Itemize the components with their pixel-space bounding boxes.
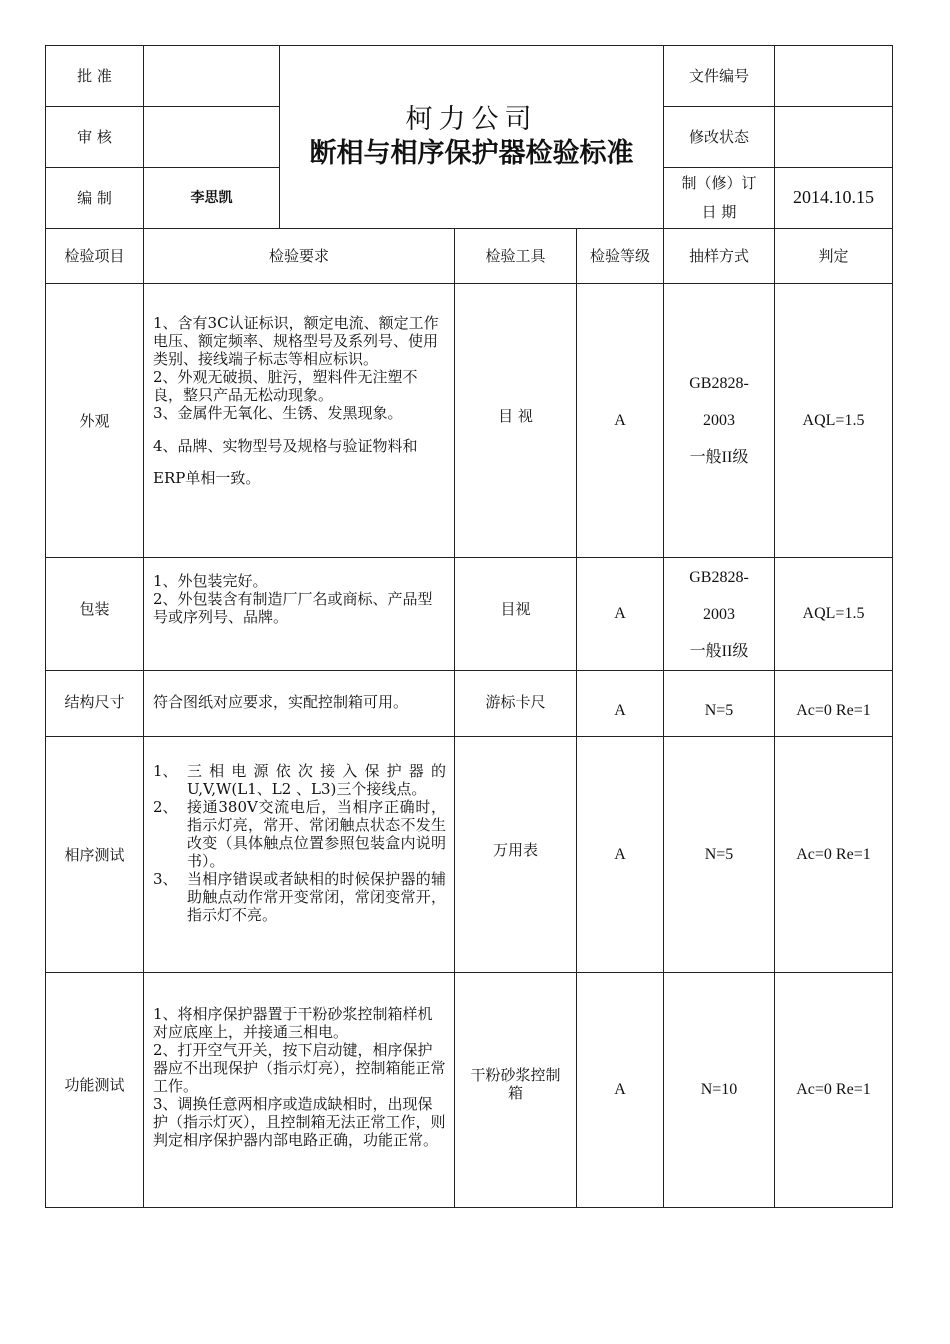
requirement-line: 1、将相序保护器置于干粉砂浆控制箱样机对应底座上，并接通三相电。 <box>153 1005 433 1041</box>
company-name: 柯力公司 <box>405 103 538 135</box>
date-label-line2: 日 期 <box>701 203 737 221</box>
doc-no-value <box>775 46 893 107</box>
title-block <box>280 46 664 229</box>
row-sampling: N=5 <box>664 671 775 737</box>
inspection-table <box>45 228 893 1208</box>
date-value: 2014.10.15 <box>775 168 893 229</box>
approve-label: 批 准 <box>46 46 144 107</box>
requirement-line <box>153 798 446 870</box>
date-label-line1: 制（修）订 <box>681 174 757 192</box>
requirement-line: 2、外观无破损、脏污，塑料件无注塑不良，整只产品无松动现象。 <box>153 367 418 404</box>
requirement-number: 2、 <box>153 797 178 816</box>
row-item: 结构尺寸 <box>46 671 144 737</box>
row-level: A <box>577 973 664 1208</box>
compiler-name: 李思凯 <box>144 168 280 229</box>
date-label <box>664 168 775 229</box>
col-header-judgement: 判定 <box>775 229 893 284</box>
requirement-line: 1、含有3C认证标识，额定电流、额定工作电压、额定频率、规格型号及系列号、使用类别、接线端子标志等相应标识。 <box>153 313 439 368</box>
doc-no-label: 文件编号 <box>664 46 775 107</box>
requirement-text: 三相电源依次接入保护器的U,V,W(L1、L2 、L3)三个接线点。 <box>187 761 446 798</box>
sampling-line: 2003 <box>703 412 735 429</box>
requirement-line: 4、品牌、实物型号及规格与验证物料和ERP单相一致。 <box>153 436 418 487</box>
requirement-line: 1、外包装完好。 <box>153 572 268 590</box>
sampling-line: 2003 <box>703 605 735 623</box>
requirement-text: 当相序错误或者缺相的时候保护器的辅助触点动作常开变常闭，常闭变常开，指示灯不亮。 <box>187 869 446 924</box>
table-row <box>46 973 893 1208</box>
col-header-requirements: 检验要求 <box>144 229 455 284</box>
requirement-line: 符合图纸对应要求，实配控制箱可用。 <box>153 693 409 711</box>
row-requirements <box>144 558 455 671</box>
table-row <box>46 284 893 558</box>
requirement-line: 2、外包装含有制造厂厂名或商标、产品型号或序列号、品牌。 <box>153 590 433 626</box>
row-item: 功能测试 <box>46 973 144 1208</box>
col-header-level: 检验等级 <box>577 229 664 284</box>
document-title: 断相与相序保护器检验标准 <box>309 138 634 170</box>
inspection-standard-document <box>45 45 892 1208</box>
row-level: A <box>577 284 664 558</box>
row-item: 包装 <box>46 558 144 671</box>
row-item: 相序测试 <box>46 737 144 973</box>
requirement-text: 接通380V交流电后，当相序正确时，指示灯亮，常开、常闭触点状态不发生改变（具体触点位置参照包装盒内说明书）。 <box>187 797 446 870</box>
row-tool: 干粉砂浆控制箱 <box>455 973 577 1208</box>
header-table <box>45 45 893 229</box>
col-header-tool: 检验工具 <box>455 229 577 284</box>
row-sampling: N=5 <box>664 737 775 973</box>
requirement-line <box>153 870 446 924</box>
row-judgement: AQL=1.5 <box>775 284 893 558</box>
revision-label: 修改状态 <box>664 107 775 168</box>
requirement-number: 1、 <box>153 761 178 780</box>
row-judgement: Ac=0 Re=1 <box>775 973 893 1208</box>
row-level: A <box>577 671 664 737</box>
row-tool: 目 视 <box>455 284 577 558</box>
row-requirements <box>144 737 455 973</box>
table-row <box>46 737 893 973</box>
row-item: 外观 <box>46 284 144 558</box>
row-tool: 目视 <box>455 558 577 671</box>
table-row <box>46 558 893 671</box>
sampling-line: 一般II级 <box>689 449 749 466</box>
row-sampling <box>664 558 775 671</box>
row-requirements <box>144 671 455 737</box>
row-requirements <box>144 973 455 1208</box>
requirement-line: 3、金属件无氧化、生锈、发黑现象。 <box>153 403 403 422</box>
approve-value <box>144 46 280 107</box>
revision-value <box>775 107 893 168</box>
row-judgement: Ac=0 Re=1 <box>775 737 893 973</box>
col-header-item: 检验项目 <box>46 229 144 284</box>
sampling-line: GB2828- <box>689 375 749 392</box>
review-label: 审 核 <box>46 107 144 168</box>
requirement-line: 2、打开空气开关，按下启动键，相序保护器应不出现保护（指示灯亮），控制箱能正常工作。 <box>153 1041 446 1095</box>
row-judgement: Ac=0 Re=1 <box>775 671 893 737</box>
sampling-line: GB2828- <box>689 568 749 586</box>
row-judgement: AQL=1.5 <box>775 558 893 671</box>
requirement-line: 3、调换任意两相序或造成缺相时，出现保护（指示灯灭），且控制箱无法正常工作，则判定相序保护器内部电路正确，功能正常。 <box>153 1095 446 1149</box>
table-row <box>46 671 893 737</box>
row-sampling <box>664 284 775 558</box>
column-header-row <box>46 229 893 284</box>
row-level: A <box>577 558 664 671</box>
review-value <box>144 107 280 168</box>
col-header-sampling: 抽样方式 <box>664 229 775 284</box>
compile-label: 编 制 <box>46 168 144 229</box>
row-sampling: N=10 <box>664 973 775 1208</box>
row-tool: 游标卡尺 <box>455 671 577 737</box>
requirement-line <box>153 762 446 798</box>
row-level: A <box>577 737 664 973</box>
requirement-number: 3、 <box>153 869 178 888</box>
sampling-line: 一般II级 <box>689 642 749 660</box>
row-requirements <box>144 284 455 558</box>
row-tool: 万用表 <box>455 737 577 973</box>
